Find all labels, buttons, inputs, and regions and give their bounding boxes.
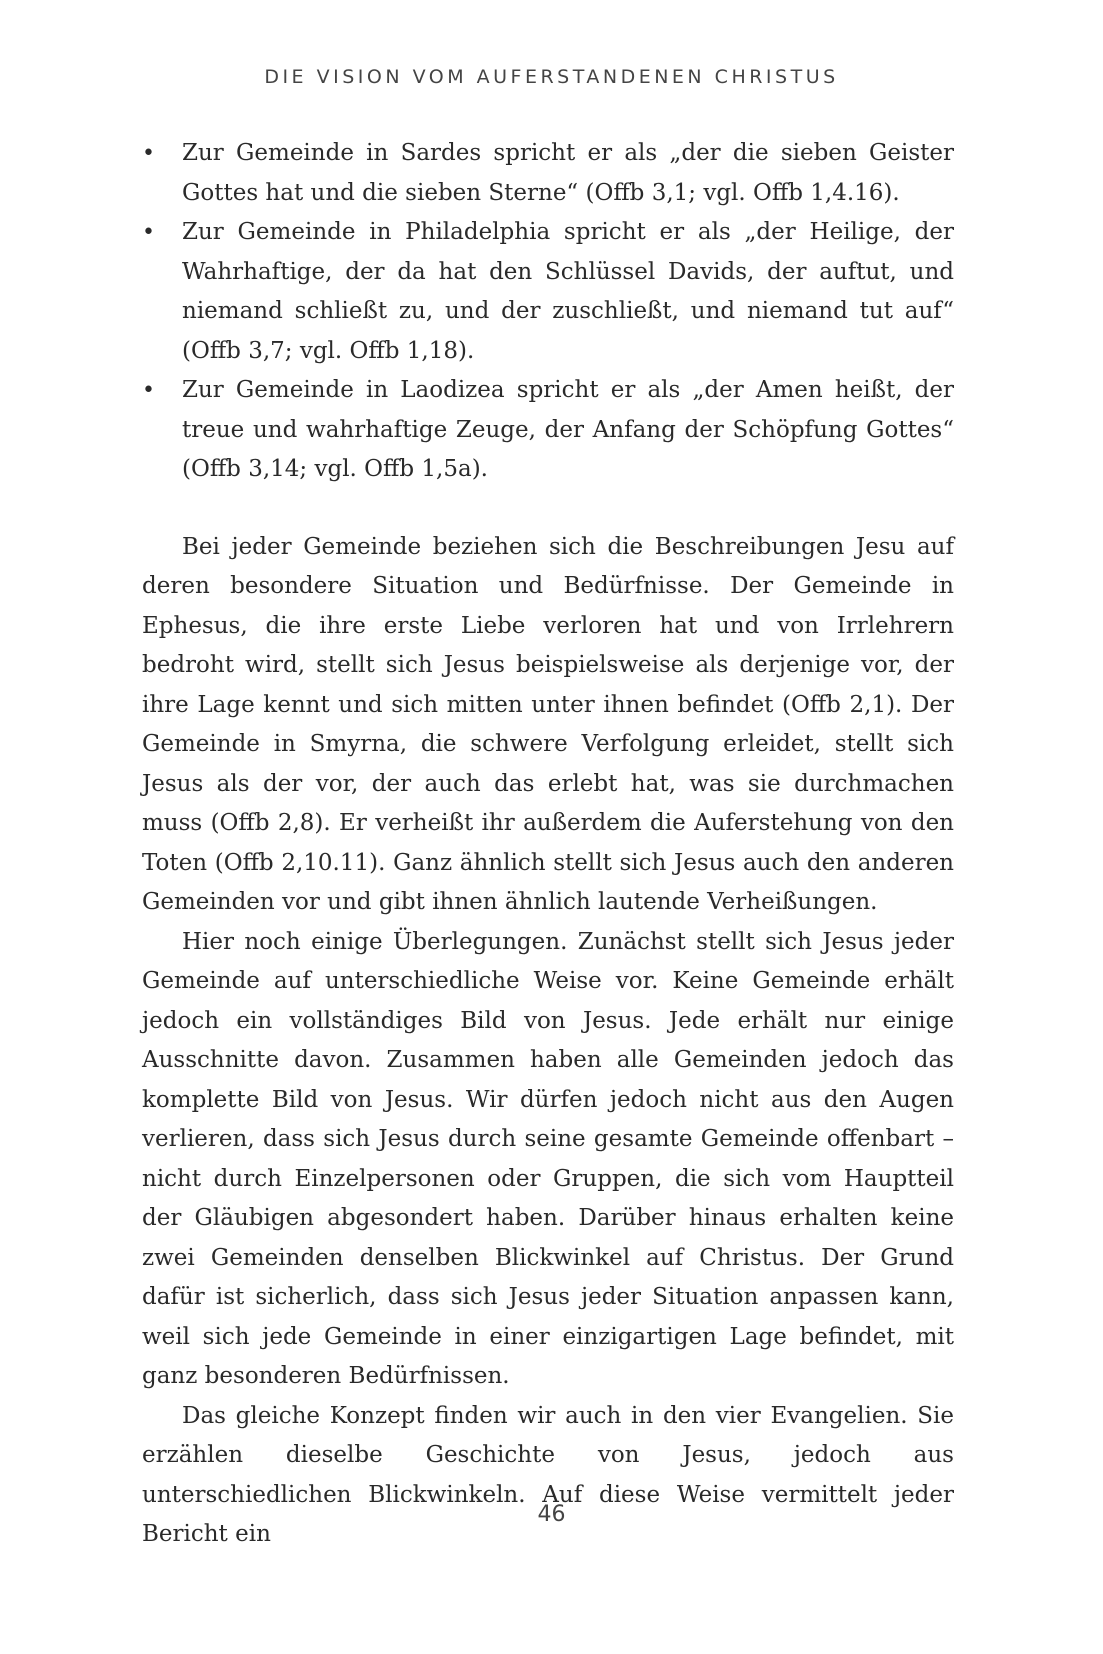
- bullet-icon: •: [142, 220, 155, 245]
- body-paragraph: Hier noch einige Überlegungen. Zunächst stellt sich Jesus jeder Gemeinde auf unterschiedliche Weise vor. Keine Gemeinde erhält jedoch ein vollständiges Bild von Jesus. Jede erhält nur einige Ausschnitte davon. Zusammen haben alle Gemeinden jedoch das komplette Bild von Jesus. Wir dürfen jedoch nicht aus den Augen verlieren, dass sich Jesus durch seine gesamte Gemeinde offenbart – nicht durch Einzelpersonen oder Gruppen, die sich vom Hauptteil der Gläubigen abgesondert haben. Darüber hinaus erhalten keine zwei Gemeinden denselben Blickwinkel auf Christus. Der Grund dafür ist sicherlich, dass sich Jesus jeder Situation anpassen kann, weil sich jede Gemeinde in einer einzigartigen Lage befindet, mit ganz besonderen Bedürfnissen.: [142, 928, 954, 1389]
- body-paragraph: Das gleiche Konzept finden wir auch in den vier Evangelien. Sie erzählen dieselbe Geschichte von Jesus, jedoch aus unterschiedlichen Blickwinkeln. Auf diese Weise vermittelt jeder Bericht ein: [142, 1402, 954, 1547]
- page-number: 46: [537, 1502, 566, 1527]
- bullet-item: [142, 213, 954, 371]
- running-header: DIE VISION VOM AUFERSTANDENEN CHRISTUS: [264, 66, 839, 88]
- bullet-icon: •: [142, 378, 155, 403]
- bullet-icon: •: [142, 141, 155, 166]
- bullet-list: [142, 134, 954, 490]
- bullet-text: Zur Gemeinde in Sardes spricht er als „der die sieben Geister Gottes hat und die sieben Sterne“ (Offb 3,1; vgl. Offb 1,4.16).: [182, 140, 954, 206]
- bullet-item: [142, 371, 954, 490]
- bullet-text: Zur Gemeinde in Laodizea spricht er als „der Amen heißt, der treue und wahrhaftige Zeuge, der Anfang der Schöpfung Gottes“ (Offb 3,14; vgl. Offb 1,5a).: [182, 377, 954, 482]
- bullet-item: [142, 134, 954, 213]
- body-paragraph: Bei jeder Gemeinde beziehen sich die Beschreibungen Jesu auf deren besondere Situation und Bedürfnisse. Der Gemeinde in Ephesus, die ihre erste Liebe verloren hat und von Irrlehrern bedroht wird, stellt sich Jesus beispielsweise als derjenige vor, der ihre Lage kennt und sich mitten unter ihnen befindet (Offb 2,1). Der Gemeinde in Smyrna, die schwere Verfolgung erleidet, stellt sich Jesus als der vor, der auch das erlebt hat, was sie durchmachen muss (Offb 2,8). Er verheißt ihr außerdem die Auferstehung von den Toten (Offb 2,10.11). Ganz ähnlich stellt sich Jesus auch den anderen Gemeinden vor und gibt ihnen ähnlich lautende Verheißungen.: [142, 533, 954, 915]
- bullet-text: Zur Gemeinde in Philadelphia spricht er als „der Heilige, der Wahrhaftige, der da hat den Schlüssel Davids, der auftut, und niemand schließt zu, und der zuschließt, und niemand tut auf“ (Offb 3,7; vgl. Offb 1,18).: [182, 219, 954, 364]
- page-body: [142, 134, 954, 1555]
